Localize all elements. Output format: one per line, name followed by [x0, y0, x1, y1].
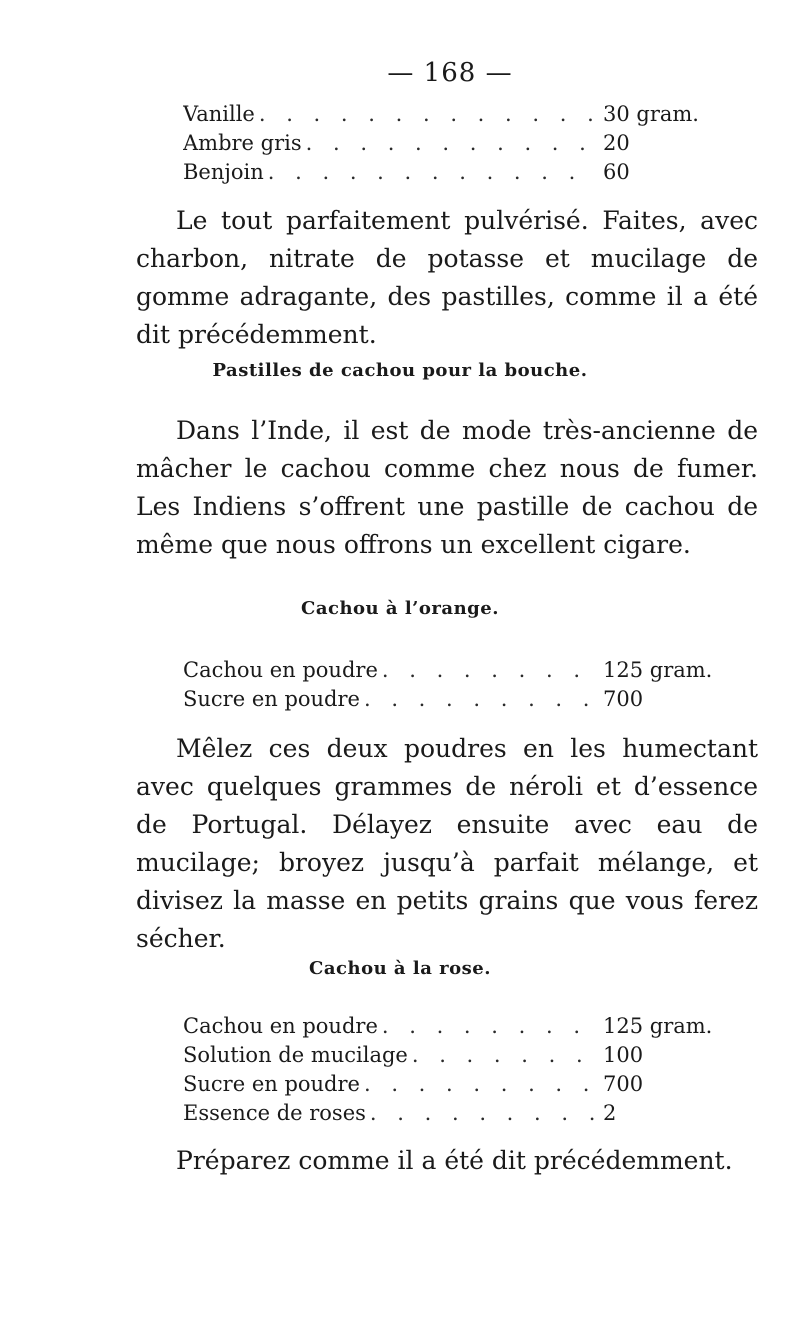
ingredient-name: Benjoin	[183, 160, 264, 184]
paragraph-preparation-rose: Préparez comme il a été dit précédemment.	[176, 1146, 733, 1175]
ingredient-row	[183, 129, 723, 158]
ingredient-name: Ambre gris	[183, 131, 302, 155]
ingredient-name: Cachou en poudre	[183, 658, 378, 682]
ingredient-quantity: 60	[603, 160, 630, 184]
section-heading-pastilles-cachou: Pastilles de cachou pour la bouche.	[212, 360, 588, 381]
leader-dots	[366, 1099, 595, 1128]
ingredient-list-3	[183, 1012, 723, 1128]
ingredient-list-2	[183, 656, 723, 714]
section-heading-cachou-orange: Cachou à l’orange.	[301, 598, 499, 619]
ingredient-name: Vanille	[183, 102, 255, 126]
ingredient-name: Cachou en poudre	[183, 1014, 378, 1038]
page-number: — 168 —	[387, 58, 513, 88]
section-heading-cachou-rose: Cachou à la rose.	[309, 958, 491, 979]
ingredient-row	[183, 100, 723, 129]
ingredient-row	[183, 656, 723, 685]
ingredient-quantity: 125 gram.	[603, 658, 713, 682]
ingredient-row	[183, 1041, 723, 1070]
ingredient-row	[183, 1012, 723, 1041]
paragraph-inde: Dans l’Inde, il est de mode très-ancienne de mâcher le cachou comme chez nous de fumer. Les Indiens s’offrent une pastille de cachou de même que nous offrons un excellent cigare.	[136, 416, 758, 559]
ingredient-name: Sucre en poudre	[183, 687, 360, 711]
leader-dots	[264, 158, 595, 187]
ingredient-row	[183, 1099, 723, 1128]
leader-dots	[378, 656, 595, 685]
ingredient-name: Solution de mucilage	[183, 1043, 408, 1067]
leader-dots	[408, 1041, 595, 1070]
paragraph-preparation-1: Le tout parfaitement pulvérisé. Faites, avec charbon, nitrate de potasse et mucilage de gomme adragante, des pastilles, comme il a été dit précédemment.	[136, 206, 758, 349]
ingredient-quantity: 700	[603, 1072, 644, 1096]
ingredient-quantity: 30 gram.	[603, 102, 699, 126]
ingredient-quantity: 125 gram.	[603, 1014, 713, 1038]
ingredient-name: Sucre en poudre	[183, 1072, 360, 1096]
ingredient-name: Essence de roses	[183, 1101, 366, 1125]
ingredient-quantity: 2	[603, 1101, 617, 1125]
leader-dots	[302, 129, 595, 158]
leader-dots	[360, 1070, 595, 1099]
ingredient-list-1	[183, 100, 723, 187]
ingredient-quantity: 20	[603, 131, 630, 155]
leader-dots	[360, 685, 595, 714]
ingredient-quantity: 700	[603, 687, 644, 711]
ingredient-row	[183, 1070, 723, 1099]
ingredient-row	[183, 158, 723, 187]
ingredient-row	[183, 685, 723, 714]
leader-dots	[378, 1012, 595, 1041]
paragraph-preparation-orange: Mêlez ces deux poudres en les humectant avec quelques grammes de néroli et d’essence de Portugal. Délayez ensuite avec eau de mucilage; broyez jusqu’à parfait mélange, et divisez la masse en petits grains que vous ferez sécher.	[136, 734, 758, 953]
leader-dots	[255, 100, 595, 129]
ingredient-quantity: 100	[603, 1043, 644, 1067]
